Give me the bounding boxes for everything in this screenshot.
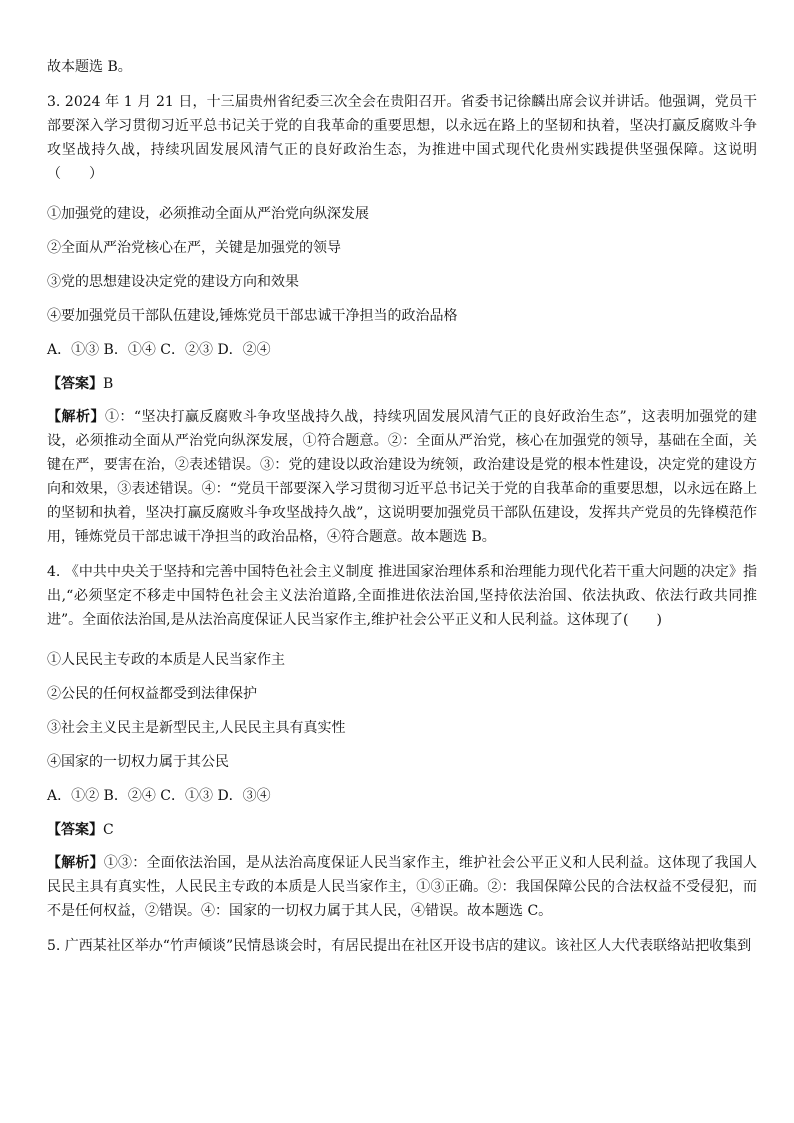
analysis-label: 【解析】	[47, 409, 105, 425]
document-page	[47, 55, 757, 958]
question-3-options	[47, 197, 757, 401]
answer-value: B	[103, 376, 114, 392]
question-5-stem: 5. 广西某社区举办“竹声倾谈”民情恳谈会时，有居民提出在社区开设书店的建议。该社区人大代表联络站把收集到	[47, 938, 752, 954]
question-4-analysis	[47, 851, 757, 923]
previous-answer-conclusion: 故本题选 B。	[47, 59, 132, 75]
question-4-option-1: ①人民民主专政的本质是人民当家作主	[47, 652, 285, 668]
question-3-analysis	[47, 405, 757, 549]
question-4-stem: 4. 《中共中央关于坚持和完善中国特色社会主义制度 推进国家治理体系和治理能力现代化若干重大问题的决定》指出,“必须坚定不移走中国特色社会主义法治道路,全面推进依法治国,坚持依法治国、依法执政、依法行政共同推进”。全面依法治国,是从法治高度保证人民当家作主,维护社会公平正义和人民利益。这体现了( )	[47, 564, 757, 628]
question-3-option-3: ③党的思想建设决定党的建设方向和效果	[47, 274, 299, 290]
question-3-stem: 3. 2024 年 1 月 21 日，十三届贵州省纪委三次全会在贵阳召开。省委书记徐麟出席会议并讲话。他强调，党员干部要深入学习贯彻习近平总书记关于党的自我革命的重要思想，以永远在路上的坚韧和执着，坚决打赢反腐败斗争攻坚战持久战，持续巩固发展风清气正的良好政治生态，为推进中国式现代化贵州实践提供坚强保障。这说明（ ）	[47, 94, 757, 182]
question-3-answer	[47, 367, 757, 401]
question-4-option-2: ②公民的任何权益都受到法律保护	[47, 686, 257, 702]
answer-value: C	[103, 822, 114, 838]
analysis-text: ①：“坚决打赢反腐败斗争攻坚战持久战，持续巩固发展风清气正的良好政治生态”，这表明加强党的建设，必须推动全面从严治党向纵深发展，①符合题意。②：全面从严治党，核心在加强党的领导，基础在全面，关键在严，要害在治，②表述错误。③：党的建设以政治建设为统领，政治建设是党的根本性建设，决定党的建设方向和效果，③表述错误。④：“党员干部要深入学习贯彻习近平总书记关于党的自我革命的重要思想，以永远在路上的坚韧和执着，坚决打赢反腐败斗争攻坚战持久战”，这说明要加强党员干部队伍建设，发挥共产党员的先锋模范作用，锤炼党员干部忠诚干净担当的政治品格，④符合题意。故本题选 B。	[47, 409, 757, 545]
question-3-option-4: ④要加强党员干部队伍建设,锤炼党员干部忠诚干净担当的政治品格	[47, 308, 458, 324]
analysis-label: 【解析】	[47, 855, 104, 871]
question-3-option-2: ②全面从严治党核心在严，关键是加强党的领导	[47, 240, 341, 256]
answer-label: 【答案】	[47, 822, 103, 838]
question-4-options	[47, 643, 757, 847]
question-3-choices: A．①③ B．①④ C．②③ D．②④	[47, 342, 271, 358]
question-3-option-1: ①加强党的建设，必须推动全面从严治党向纵深发展	[47, 206, 369, 222]
question-4-option-4: ④国家的一切权力属于其公民	[47, 754, 229, 770]
question-4-choices: A．①② B．②④ C．①③ D．③④	[47, 788, 271, 804]
answer-label: 【答案】	[47, 376, 103, 392]
question-4-option-3: ③社会主义民主是新型民主,人民民主具有真实性	[47, 720, 346, 736]
analysis-text: ①③：全面依法治国，是从法治高度保证人民当家作主，维护社会公平正义和人民利益。这体现了我国人民民主具有真实性，人民民主专政的本质是人民当家作主，①③正确。②：我国保障公民的合法权益不受侵犯，而不是任何权益，②错误。④：国家的一切权力属于其人民，④错误。故本题选 C。	[47, 855, 757, 919]
question-4-answer	[47, 813, 757, 847]
